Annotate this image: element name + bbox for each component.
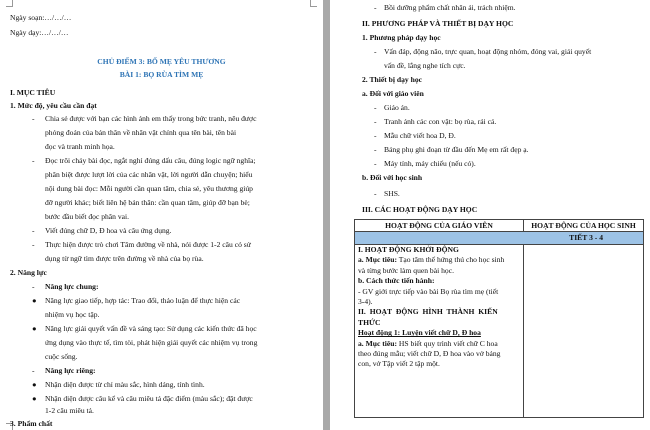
text-line: 3-4). [358,297,373,307]
gv-activity-cell [355,245,524,418]
text-line: con, vở Tập viết 2 tập một. [358,359,440,369]
muc-tieu-line [358,255,520,265]
ngay-soan: Ngày soạn:…/…/… [10,13,72,22]
nang-luc-rieng-heading: Năng lực riêng: [45,366,96,375]
right-page [330,0,650,430]
dash-bullet: - [374,189,377,198]
dash-bullet: - [374,103,377,112]
text-line: nội dung bài đọc: Mỗi người cần quan tâm, chia sẻ, yêu thương giúp [45,184,253,193]
text-line: đỡ người khác; biết liên hệ bản thân: cần quan tâm, giúp đỡ bạn bè; [45,198,250,207]
dash-bullet: - [32,114,35,123]
left-page [0,0,323,430]
dash-bullet: - [374,145,377,154]
ii-heading: II. PHƯƠNG PHÁP VÀ THIẾT BỊ DẠY HỌC [362,19,514,28]
text-line: SHS. [384,189,400,198]
text-line: Thực hiện được trò chơi Tâm đường về nhà, nói được 1-2 câu có sử [45,240,251,249]
text-line: Bảng phụ ghi đoạn từ đầu đến Mẹ em rất đẹp ạ. [384,145,529,154]
margin-corner-mark [6,0,13,7]
text-line: Năng lực giao tiếp, hợp tác: Trao đổi, thảo luận để thực hiện các [45,296,241,305]
muc-tieu-heading: I. MỤC TIÊU [10,88,56,97]
text-line: vấn đề, lắng nghe tích cực. [384,61,466,70]
dash-bullet: - [32,366,35,375]
dash-bullet: - [32,226,35,235]
dash-bullet: - [374,117,377,126]
text-line: cuộc sống. [45,352,78,361]
muc-do-heading: 1. Mức độ, yêu cầu cần đạt [10,101,97,110]
text-line: Vấn đáp, động não, trực quan, hoạt động nhóm, đóng vai, giải quyết [384,47,592,56]
dash-bullet: - [32,156,35,165]
muc-tieu-label: a. Mục tiêu: [358,255,398,265]
text-line: Bồi dưỡng phẩm chất nhân ái, trách nhiệm. [384,3,516,12]
hoat-dong-1-heading: Hoạt động 1: Luyện viết chữ D, Đ hoa [358,328,481,338]
text-line: nhiệm vụ học tập. [45,310,100,319]
gv-heading: a. Đối với giáo viên [362,89,424,98]
text-line: Nhận diện được câu kể và câu miêu tả đặc điểm (màu sắc); đặt được [45,394,253,403]
text-line: dụng từ ngữ tìm được trên đường về nhà của bọ rùa. [45,254,204,263]
text-line: Chia sẻ được với bạn các hình ảnh em thấy trong bức tranh, nêu được [45,114,257,123]
pp-heading: 1. Phương pháp dạy học [362,33,441,42]
muc-tieu-line [358,339,520,349]
hs-heading: b. Đối với học sinh [362,173,423,182]
text-line: Tranh ảnh các con vật: bọ rùa, rái cá. [384,117,497,126]
activity-table [354,219,644,418]
text-line: bước đầu biết đọc phân vai. [45,212,130,221]
text-line: Mẫu chữ viết hoa D, Đ. [384,131,456,140]
dash-bullet: - [374,159,377,168]
pham-chat-heading: 3. Phẩm chất [10,419,53,428]
text-line: theo đúng mẫu; viết chữ D, Đ hoa vào vở bảng [358,349,501,359]
text-line: Máy tính, máy chiếu (nếu có). [384,159,476,168]
text-line: phỏng đoán của bản thân về nhân vật chính qua tên bài, tên bài [45,128,237,137]
text-line: Đọc trôi chảy bài đọc, ngắt nghỉ đúng dấu câu, đúng logic ngữ nghĩa; [45,156,256,165]
hs-activity-cell [524,245,644,418]
dash-bullet: - [374,47,377,56]
dash-bullet: - [32,282,35,291]
dash-bullet: - [32,240,35,249]
muc-tieu-text: HS biết quy trình viết chữ C hoa [397,338,498,348]
iii-heading: III. CÁC HOẠT ĐỘNG DẠY HỌC [362,205,478,214]
text-line: đọc và tranh minh họa. [45,142,115,151]
hinh-thanh-heading: II. HOẠT ĐỘNG HÌNH THÀNH KIẾN [358,307,498,317]
text-line: 1-2 câu miêu tả. [45,406,94,415]
text-line: phân biệt được lượt lời của các nhân vật, lời người dẫn chuyện; hiểu [45,170,253,179]
text-line: Giáo án. [384,103,410,112]
text-line: ứng dụng vào thực tế, tìm tòi, phát hiện giải quyết các nhiệm vụ trong [45,338,258,347]
col-gv-header: HOẠT ĐỘNG CỦA GIÁO VIÊN [355,220,524,232]
hinh-thanh-heading-cont: THỨC [358,317,381,327]
muc-tieu-label: a. Mục tiêu: [358,338,398,348]
tb-heading: 2. Thiết bị dạy học [362,75,422,84]
dot-bullet: ● [32,380,37,389]
dash-bullet: - [374,3,377,12]
dash-bullet: - [374,131,377,140]
ngay-day: Ngày dạy:…/…/… [10,28,69,37]
muc-tieu-text: Tạo tâm thế hứng thú cho học sinh [397,255,505,265]
text-line: Nhận diện được từ chỉ màu sắc, hình dáng, tính tình. [45,380,205,389]
nang-luc-chung-heading: Năng lực chung: [45,282,99,291]
khoi-dong-heading: I. HOẠT ĐỘNG KHỞI ĐỘNG [358,245,459,254]
tiet-row: TIẾT 3 - 4 [355,232,644,245]
dot-bullet: ● [32,324,37,333]
bai-title: BÀI 1: BỌ RÙA TÌM MẸ [119,70,204,79]
col-hs-header: HOẠT ĐỘNG CỦA HỌC SINH [524,220,644,232]
nang-luc-heading: 2. Năng lực [10,268,47,277]
text-line: Viết đúng chữ D, Đ hoa và câu ứng dụng. [45,226,172,235]
dot-bullet: ● [32,394,37,403]
text-line: - GV giới trực tiếp vào bài Bọ rùa tìm mẹ (tiết [358,286,499,296]
cach-thuc-heading: b. Cách thức tiến hành: [358,276,435,286]
margin-corner-mark [310,0,317,7]
text-line: Năng lực giải quyết vấn đề và sáng tạo: Sử dụng các kiến thức đã học [45,324,257,333]
dot-bullet: ● [32,296,37,305]
chu-diem-title: CHỦ ĐIỂM 3: BỐ MẸ YÊU THƯƠNG [97,57,226,66]
text-line: và từng bước làm quen bài học. [358,265,454,275]
